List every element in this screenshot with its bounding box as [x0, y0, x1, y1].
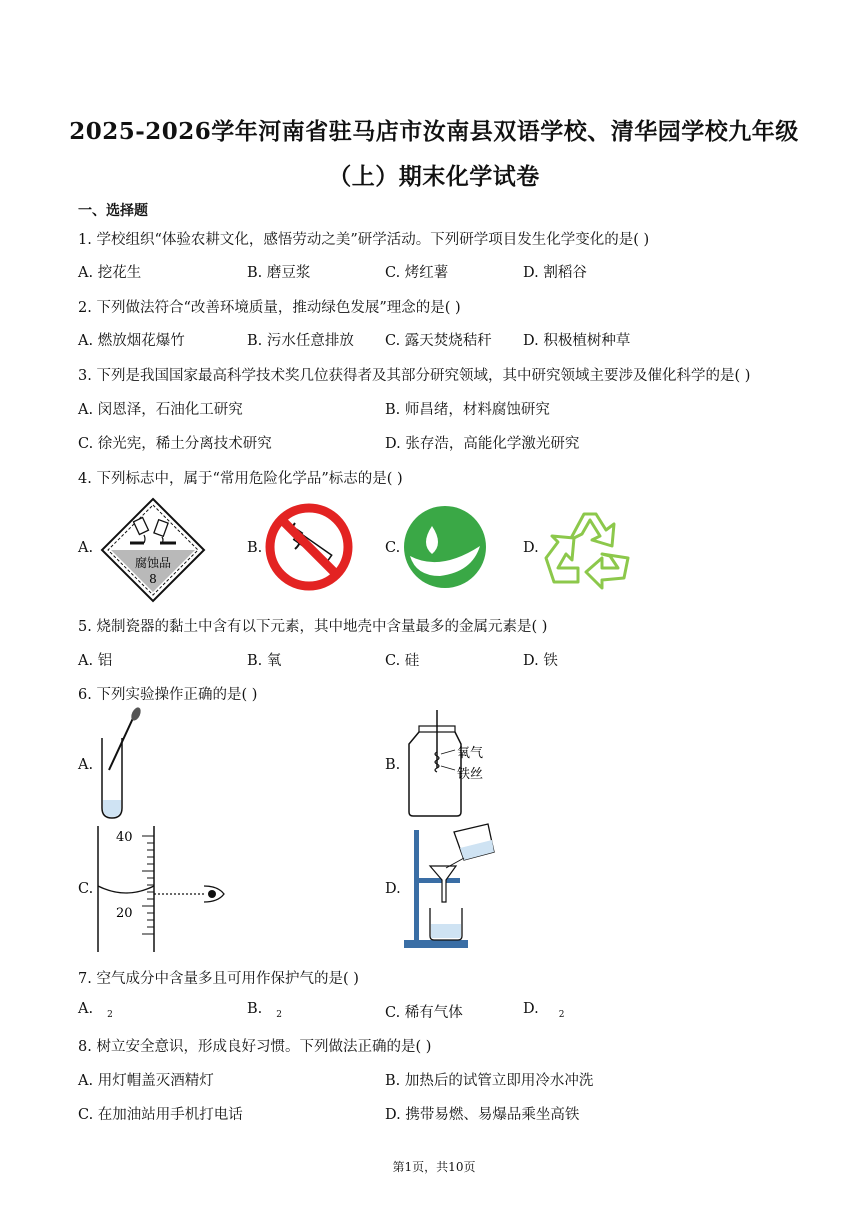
- q7-option-d[interactable]: [523, 1001, 564, 1020]
- q3-option-b[interactable]: B. 师昌绪，材料腐蚀研究: [385, 402, 550, 418]
- question-8-options-row2: [0, 1103, 868, 1125]
- q3-option-c[interactable]: C. 徐光宪，稀土分离技术研究: [78, 436, 272, 452]
- q7-option-a-subscript: 2: [107, 1010, 113, 1020]
- q7-option-a[interactable]: [78, 1001, 113, 1020]
- question-7-options: [0, 1001, 868, 1023]
- question-8-options-row1: [0, 1069, 868, 1091]
- no-smoking-sign-icon: [265, 503, 353, 591]
- q4-option-a[interactable]: A.: [78, 540, 94, 556]
- question-3-stem: 3. 下列是我国国家最高科学技术奖几位获得者及其部分研究领域，其中研究领域主要涉及催化科学的是( ): [78, 368, 751, 384]
- question-1-options: [0, 261, 868, 283]
- section-heading: 一、选择题: [78, 203, 148, 219]
- q2-option-a[interactable]: A. 燃放烟花爆竹: [78, 333, 185, 349]
- question-6-stem: 6. 下列实验操作正确的是( ): [78, 687, 258, 703]
- q7-option-d-subscript: 2: [558, 1010, 565, 1020]
- q5-option-d[interactable]: D. 铁: [523, 653, 558, 669]
- question-4-stem: 4. 下列标志中，属于“常用危险化学品”标志的是( ): [78, 471, 403, 487]
- q4-option-b[interactable]: B.: [247, 540, 263, 556]
- cylinder-tick-20: 20: [116, 906, 133, 921]
- q2-option-c[interactable]: C. 露天焚烧秸秆: [385, 333, 492, 349]
- question-1-stem: 1. 学校组织“体验农耕文化，感悟劳动之美”研学活动。下列研学项目发生化学变化的是( ): [78, 232, 650, 248]
- question-8-stem: 8. 树立安全意识，形成良好习惯。下列做法正确的是( ): [78, 1039, 432, 1055]
- iron-wire-label: 铁丝: [457, 767, 484, 782]
- filtration-setup-icon: [402, 822, 502, 950]
- question-5-stem: 5. 烧制瓷器的黏土中含有以下元素，其中地壳中含量最多的金属元素是( ): [78, 619, 548, 635]
- paper-title-line1: 2025-2026学年河南省驻马店市汝南县双语学校、清华园学校九年级: [69, 118, 799, 145]
- q5-option-a[interactable]: A. 铝: [78, 653, 113, 669]
- question-7-stem: 7. 空气成分中含量多且可用作保护气的是( ): [78, 971, 359, 987]
- q2-option-b[interactable]: B. 污水任意排放: [247, 333, 354, 349]
- q8-option-c[interactable]: C. 在加油站用手机打电话: [78, 1107, 243, 1123]
- q4-option-d[interactable]: D.: [523, 540, 539, 556]
- q8-option-d[interactable]: D. 携带易燃、易爆品乘坐高铁: [385, 1107, 580, 1123]
- corrosive-class-number: 8: [149, 572, 157, 586]
- q7-option-c[interactable]: C. 稀有气体: [385, 1005, 463, 1021]
- q6-option-a[interactable]: A.: [78, 757, 94, 773]
- question-2-options: [0, 329, 868, 351]
- q3-option-a[interactable]: A. 闵恩泽，石油化工研究: [78, 402, 243, 418]
- recycle-sign-icon: [540, 502, 632, 592]
- page-footer: 第1页，共10页: [392, 1160, 476, 1174]
- q6-option-b[interactable]: B.: [385, 757, 401, 773]
- q6-option-d[interactable]: D.: [385, 881, 401, 897]
- graduated-cylinder-reading-icon: [94, 826, 234, 952]
- q8-option-b[interactable]: B. 加热后的试管立即用冷水冲洗: [385, 1073, 594, 1089]
- corrosive-label: 腐蚀品: [134, 556, 172, 570]
- q5-option-c[interactable]: C. 硅: [385, 653, 420, 669]
- q7-option-a-label: A.: [78, 1001, 94, 1017]
- q7-option-d-label: D.: [523, 1001, 539, 1017]
- water-saving-sign-icon: [402, 504, 488, 590]
- question-5-options: [0, 649, 868, 671]
- q2-option-d[interactable]: D. 积极植树种草: [523, 333, 631, 349]
- question-2-stem: 2. 下列做法符合“改善环境质量，推动绿色发展”理念的是( ): [78, 300, 461, 316]
- q4-option-c[interactable]: C.: [385, 540, 401, 556]
- q6-option-c[interactable]: C.: [78, 881, 94, 897]
- gas-jar-iron-wire-icon: [405, 710, 525, 818]
- paper-title-line2: （上）期末化学试卷: [328, 163, 540, 190]
- q1-option-c[interactable]: C. 烤红薯: [385, 265, 449, 281]
- q1-option-a[interactable]: A. 挖花生: [78, 265, 142, 281]
- q7-option-b[interactable]: [247, 1001, 282, 1020]
- question-3-options-row2: [0, 432, 868, 454]
- q1-option-b[interactable]: B. 磨豆浆: [247, 265, 311, 281]
- q7-option-b-subscript: 2: [276, 1010, 282, 1020]
- question-3-options-row1: [0, 398, 868, 420]
- cylinder-tick-40: 40: [116, 830, 133, 845]
- q5-option-b[interactable]: B. 氧: [247, 653, 282, 669]
- dropper-test-tube-icon: [96, 708, 146, 820]
- q8-option-a[interactable]: A. 用灯帽盖灭酒精灯: [78, 1073, 214, 1089]
- corrosive-sign-icon: [100, 497, 206, 603]
- q1-option-d[interactable]: D. 割稻谷: [523, 265, 587, 281]
- q7-option-b-label: B.: [247, 1001, 263, 1017]
- oxygen-label: 氧气: [457, 746, 484, 761]
- q3-option-d[interactable]: D. 张存浩，高能化学激光研究: [385, 436, 580, 452]
